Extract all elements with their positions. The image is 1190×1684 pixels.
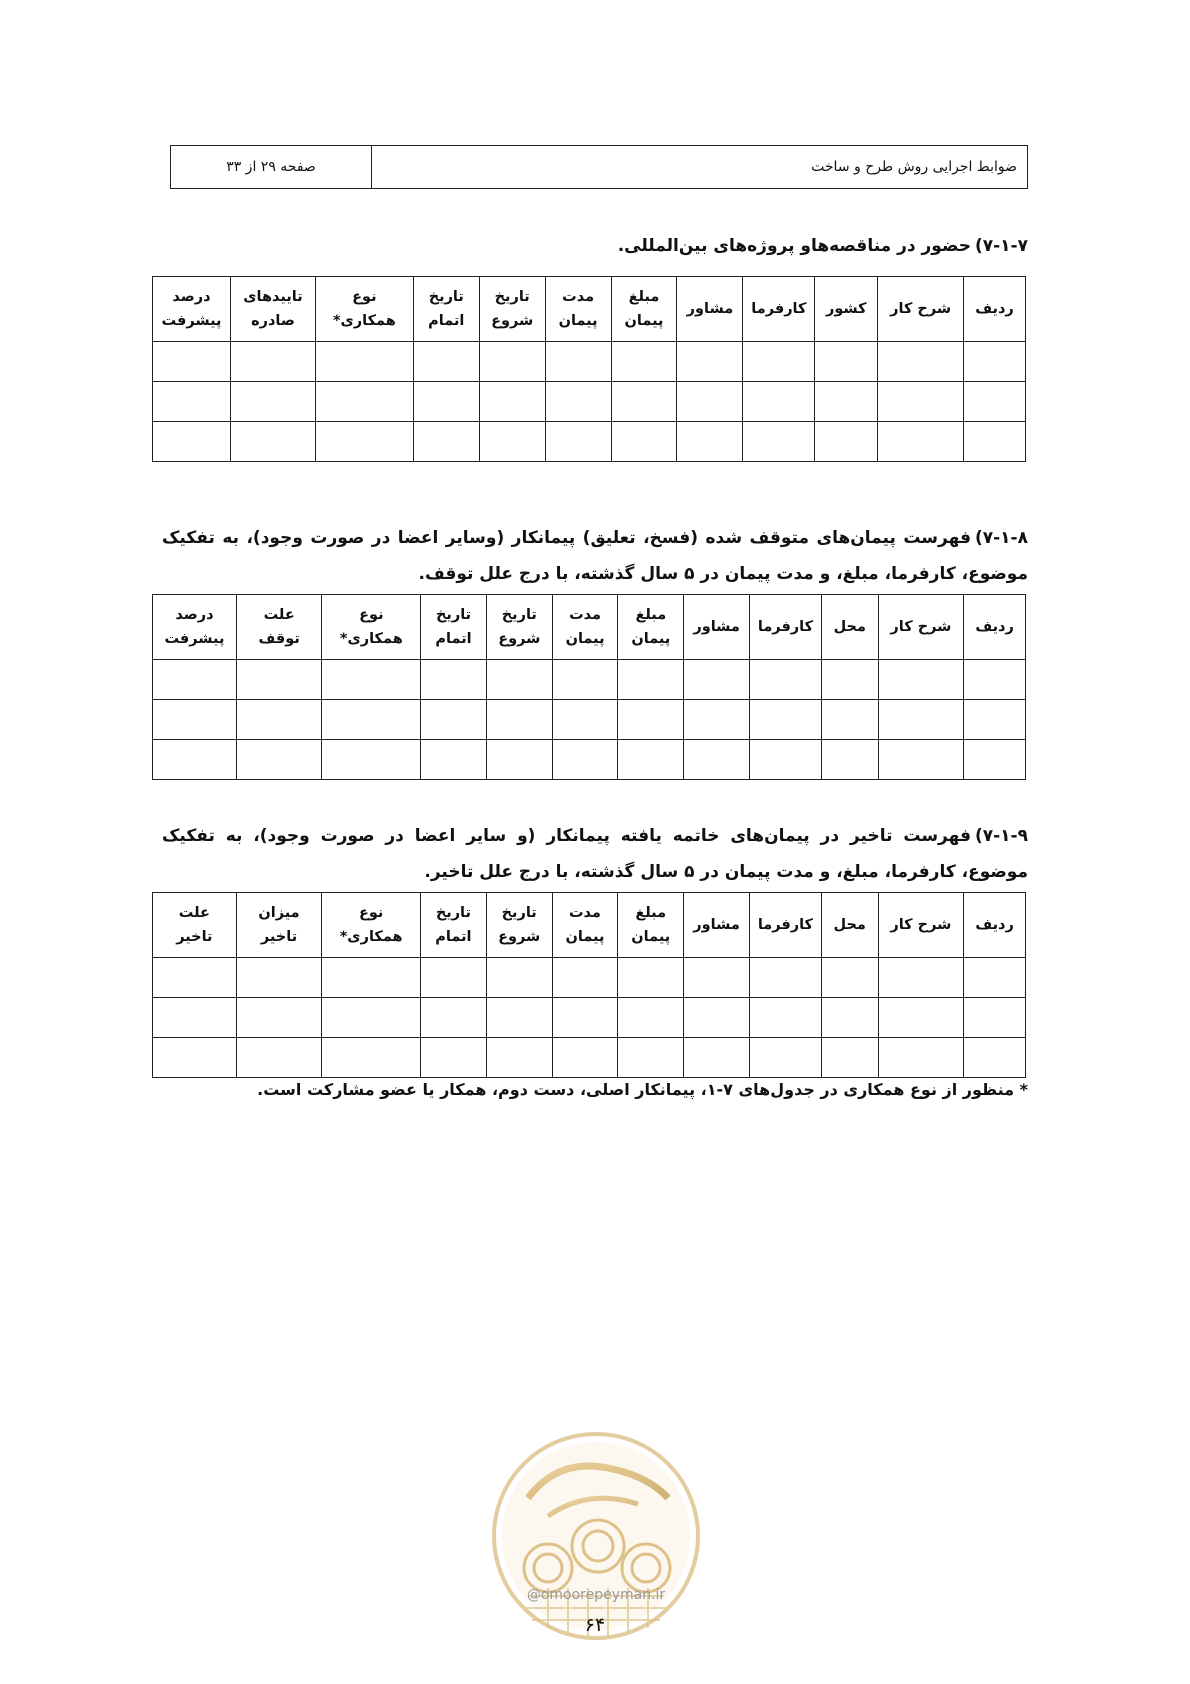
table-cell [677, 342, 743, 382]
column-header [821, 595, 878, 660]
table-row [153, 660, 1026, 700]
header-row [153, 595, 1026, 660]
table-cell [545, 382, 611, 422]
table-cell [421, 958, 487, 998]
column-header [743, 277, 815, 342]
column-header-line: شرح کار [890, 301, 952, 317]
section-title: فهرست تاخیر در پیمان‌های خاتمه یافته پیمانکار (و سایر اعضا در صورت وجود)، به تفکیک موضوع، کارفرما، مبلغ، و مدت پیمان در ۵ سال گذشته، با درج علل تاخیر. [162, 826, 1028, 882]
table-cell [421, 740, 487, 780]
column-header [815, 277, 878, 342]
column-header-line: مبلغ [635, 905, 667, 921]
table-cell [611, 382, 677, 422]
column-header-line: تاخیر [176, 929, 213, 945]
table-cell [821, 660, 878, 700]
table-cell [231, 382, 316, 422]
table-cell [878, 1038, 964, 1078]
section-number: ۷-۱-۹) [974, 826, 1028, 846]
table-cell [749, 958, 821, 998]
column-header-line: تاریخ [428, 289, 464, 305]
document-title: ضوابط اجرایی روش طرح و ساخت [371, 146, 1027, 188]
table-cell [964, 998, 1026, 1038]
table-cell [743, 382, 815, 422]
column-header [677, 277, 743, 342]
column-header-line: تاریخ [501, 905, 537, 921]
table-cell [611, 342, 677, 382]
table-cell [322, 740, 421, 780]
column-header [878, 277, 964, 342]
table-cell [552, 1038, 618, 1078]
column-header-line: مشاور [693, 917, 740, 933]
column-header-line: نوع [358, 905, 384, 921]
table-cell [153, 958, 237, 998]
column-header [236, 893, 322, 958]
table-cell [479, 382, 545, 422]
column-header [479, 277, 545, 342]
column-header [611, 277, 677, 342]
table-cell [677, 382, 743, 422]
column-header-line: کارفرما [757, 619, 814, 635]
table-cell [236, 1038, 322, 1078]
column-header [684, 893, 750, 958]
column-header-line: پیمان [558, 313, 598, 329]
table-cell [964, 700, 1026, 740]
page-number: ۶۴ [584, 1614, 606, 1636]
delayed-contracts-table [152, 892, 1026, 1078]
table-cell [684, 958, 750, 998]
table-cell [552, 998, 618, 1038]
column-header [552, 595, 618, 660]
column-header [153, 595, 237, 660]
table-cell [413, 382, 479, 422]
table-cell [878, 700, 964, 740]
table-cell [821, 700, 878, 740]
column-header [322, 893, 421, 958]
table-cell [322, 700, 421, 740]
column-header-line: ردیف [975, 917, 1014, 933]
table-cell [684, 998, 750, 1038]
table-cell [486, 958, 552, 998]
table-cell [964, 740, 1026, 780]
table-cell [750, 700, 822, 740]
column-header-line: محل [833, 917, 866, 933]
table-cell [878, 998, 964, 1038]
column-header [749, 893, 821, 958]
column-header [153, 893, 237, 958]
column-header [964, 595, 1026, 660]
table-cell [545, 342, 611, 382]
table-cell [322, 958, 421, 998]
table-cell [964, 342, 1026, 382]
table-cell [421, 660, 487, 700]
column-header [413, 277, 479, 342]
column-header [552, 893, 618, 958]
column-header [153, 277, 231, 342]
table-cell [815, 422, 878, 462]
table-cell [964, 660, 1026, 700]
table-cell [486, 1038, 552, 1078]
watermark-site: @omoorepeyman.ir [526, 1587, 666, 1603]
section-title: فهرست پیمان‌های متوقف شده (فسخ، تعلیق) پیمانکار (وسایر اعضا در صورت وجود)، به تفکیک موضوع، کارفرما، مبلغ، و مدت پیمان در ۵ سال گذشته، با درج علل توقف. [162, 528, 1028, 584]
table-cell [618, 660, 684, 700]
table-cell [815, 342, 878, 382]
table-cell [479, 422, 545, 462]
table-cell [750, 660, 822, 700]
column-header-line: توقف [258, 631, 300, 647]
table-cell [821, 1038, 878, 1078]
column-header-line: کارفرما [751, 301, 807, 317]
table-cell [677, 422, 743, 462]
column-header-line: محل [833, 619, 866, 635]
table-row [153, 1038, 1026, 1078]
table-cell [878, 342, 964, 382]
table-cell [618, 700, 684, 740]
section-heading-3 [162, 818, 1028, 890]
table-cell [611, 422, 677, 462]
table-cell [153, 382, 231, 422]
table-cell [421, 1038, 487, 1078]
section-title: حضور در مناقصه‌هاو پروژه‌های بین‌المللی. [617, 236, 971, 256]
column-header [964, 277, 1026, 342]
column-header-line: صادره [251, 313, 295, 329]
table-cell [231, 422, 316, 462]
column-header-line: اتمام [435, 929, 472, 945]
column-header-line: شرح کار [890, 619, 952, 635]
table-cell [479, 342, 545, 382]
table-cell [964, 1038, 1026, 1078]
table-cell [315, 422, 413, 462]
column-header [421, 893, 487, 958]
column-header-line: میزان [258, 905, 300, 921]
table-cell [878, 422, 964, 462]
column-header-line: اتمام [435, 631, 472, 647]
column-header-line: مبلغ [628, 289, 660, 305]
column-header-line: پیمان [565, 929, 605, 945]
table-cell [964, 422, 1026, 462]
column-header-line: پیمان [631, 631, 671, 647]
table-cell [153, 700, 237, 740]
column-header-line: پیشرفت [164, 631, 225, 647]
table-cell [618, 958, 684, 998]
table-cell [413, 342, 479, 382]
section-heading-1 [162, 228, 1028, 264]
table-cell [236, 700, 322, 740]
page-header [170, 145, 1028, 189]
column-header [750, 595, 822, 660]
table-cell [236, 958, 322, 998]
table-cell [486, 700, 552, 740]
column-header-line: مدت [568, 905, 601, 921]
column-header-line: شروع [498, 929, 541, 945]
table-cell [231, 342, 316, 382]
international-projects-table [152, 276, 1026, 462]
stopped-contracts-table [152, 594, 1026, 780]
table-row [153, 422, 1026, 462]
table-cell [322, 660, 421, 700]
table-cell [815, 382, 878, 422]
table-cell [821, 998, 878, 1038]
column-header-line: مشاور [693, 619, 740, 635]
column-header-line: کشور [825, 301, 867, 317]
column-header-line: همکاری* [339, 631, 403, 647]
header-row [153, 277, 1026, 342]
column-header-line: نوع [352, 289, 377, 305]
table-cell [618, 1038, 684, 1078]
column-header-line: ردیف [975, 619, 1014, 635]
column-header [878, 595, 964, 660]
section-number: ۷-۱-۸) [974, 528, 1028, 548]
table-cell [964, 958, 1026, 998]
table-cell [322, 1038, 421, 1078]
table-cell [153, 342, 231, 382]
table-cell [821, 740, 878, 780]
table-cell [153, 1038, 237, 1078]
table-cell [486, 998, 552, 1038]
table-row [153, 958, 1026, 998]
table-cell [552, 958, 618, 998]
table-row [153, 382, 1026, 422]
table-cell [153, 740, 237, 780]
table-cell [486, 740, 552, 780]
table-cell [545, 422, 611, 462]
column-header-line: اتمام [428, 313, 465, 329]
column-header-line: مدت [569, 607, 602, 623]
table-cell [153, 998, 237, 1038]
column-header [421, 595, 487, 660]
column-header-line: درصد [175, 607, 214, 623]
column-header [878, 893, 964, 958]
table-cell [315, 342, 413, 382]
table-cell [236, 740, 322, 780]
table-cell [552, 740, 618, 780]
column-header [821, 893, 878, 958]
column-header-line: همکاری* [339, 929, 403, 945]
column-header [322, 595, 421, 660]
table-row [153, 740, 1026, 780]
table-row [153, 700, 1026, 740]
table-cell [618, 740, 684, 780]
column-header-line: مبلغ [635, 607, 667, 623]
table-cell [315, 382, 413, 422]
column-header-line: تاریخ [435, 607, 472, 623]
section-number: ۷-۱-۷) [974, 236, 1028, 256]
column-header [618, 595, 684, 660]
column-header-line: شروع [491, 313, 534, 329]
table-cell [421, 998, 487, 1038]
table-cell [684, 740, 750, 780]
table-cell [684, 1038, 750, 1078]
column-header-line: پیشرفت [161, 313, 222, 329]
column-header-line: علت [263, 607, 295, 623]
column-header [684, 595, 750, 660]
table-cell [749, 998, 821, 1038]
column-header-line: علت [178, 905, 210, 921]
column-header-line: مدت [562, 289, 595, 305]
section-heading-2 [162, 520, 1028, 592]
table-cell [153, 422, 231, 462]
table-row [153, 998, 1026, 1038]
table-cell [749, 1038, 821, 1078]
table-cell [878, 740, 964, 780]
column-header-line: تاریخ [435, 905, 471, 921]
column-header [486, 595, 552, 660]
column-header-line: مشاور [686, 301, 734, 317]
table-cell [684, 700, 750, 740]
table-cell [684, 660, 750, 700]
table-cell [878, 958, 964, 998]
table-cell [743, 422, 815, 462]
column-header-line: تاریخ [494, 289, 530, 305]
table-cell [750, 740, 822, 780]
column-header-line: پیمان [631, 929, 671, 945]
table-cell [878, 660, 964, 700]
table-row [153, 342, 1026, 382]
header-row [153, 893, 1026, 958]
column-header-line: نوع [359, 607, 384, 623]
column-header-line: شرح کار [890, 917, 952, 933]
table-cell [421, 700, 487, 740]
table-cell [821, 958, 878, 998]
column-header [964, 893, 1026, 958]
column-header [486, 893, 552, 958]
footnote: * منظور از نوع همکاری در جدول‌های ۷-۱، پیمانکار اصلی، دست دوم، همکار یا عضو مشارکت است. [257, 1080, 1028, 1099]
column-header-line: تاریخ [501, 607, 537, 623]
column-header [545, 277, 611, 342]
column-header [231, 277, 316, 342]
column-header-line: پیمان [624, 313, 664, 329]
column-header-line: شروع [498, 631, 541, 647]
table-cell [964, 382, 1026, 422]
table-cell [236, 998, 322, 1038]
column-header-line: همکاری* [332, 313, 396, 329]
table-cell [486, 660, 552, 700]
table-cell [878, 382, 964, 422]
table-cell [413, 422, 479, 462]
column-header-line: پیمان [565, 631, 605, 647]
omoorepeyman-seal-logo [488, 1428, 704, 1644]
column-header-line: درصد [172, 289, 211, 305]
table-cell [322, 998, 421, 1038]
column-header [315, 277, 413, 342]
column-header-line: تاخیر [260, 929, 298, 945]
table-cell [743, 342, 815, 382]
column-header-line: ردیف [975, 301, 1014, 317]
column-header-line: کارفرما [757, 917, 813, 933]
table-cell [153, 660, 237, 700]
page-indicator: صفحه ۲۹ از ۳۳ [226, 159, 316, 175]
table-cell [236, 660, 322, 700]
table-cell [552, 660, 618, 700]
table-cell [552, 700, 618, 740]
column-header [618, 893, 684, 958]
column-header-line: تاییدهای [243, 289, 303, 305]
table-cell [618, 998, 684, 1038]
column-header [236, 595, 322, 660]
